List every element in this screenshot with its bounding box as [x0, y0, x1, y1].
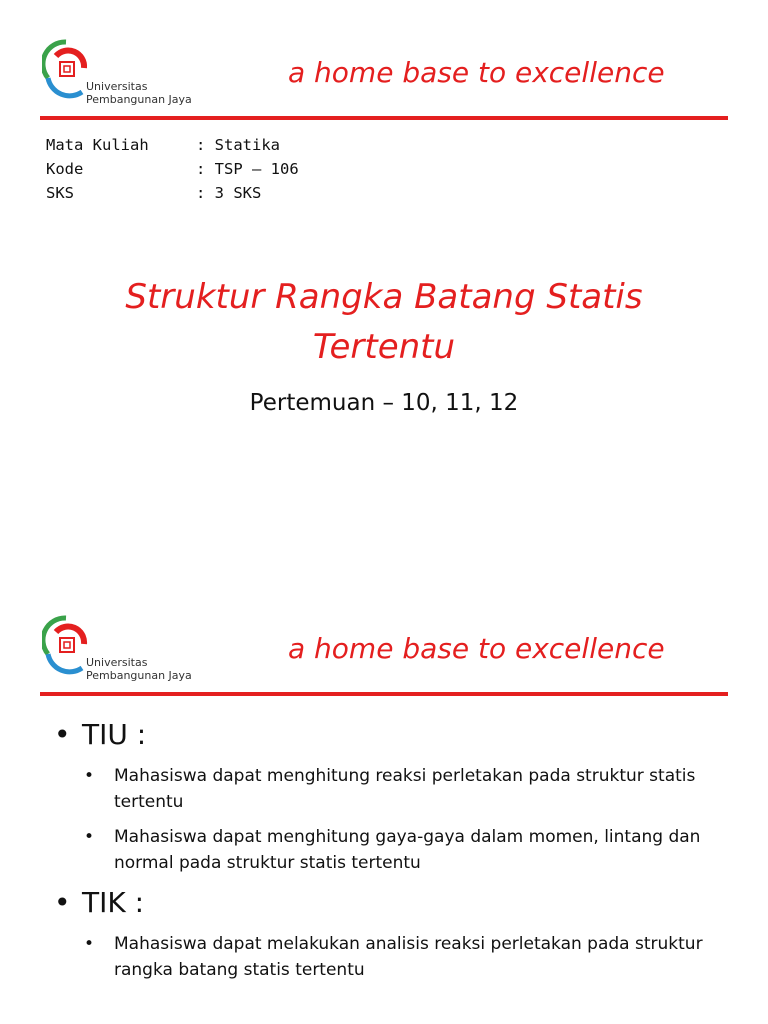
course-info-row — [46, 160, 299, 184]
tik-list — [54, 931, 734, 983]
logo-text-line1: Universitas — [86, 80, 148, 93]
slide-title — [60, 272, 708, 372]
list-item — [54, 931, 734, 983]
header-divider — [40, 692, 728, 696]
bullet-icon: • — [84, 766, 95, 786]
bullet-icon: • — [84, 827, 95, 847]
course-info — [46, 136, 299, 208]
logo-text-line2: Pembangunan Jaya — [86, 669, 192, 682]
logo-emblem-icon — [42, 38, 90, 104]
university-logo — [42, 38, 202, 108]
course-info-row — [46, 136, 299, 160]
tik-label: TIK : — [82, 886, 145, 919]
info-key: SKS — [46, 184, 74, 202]
tiu-label: TIU : — [82, 718, 147, 751]
slide-subtitle: Pertemuan – 10, 11, 12 — [249, 390, 519, 416]
tiu-heading — [54, 718, 734, 751]
info-key: Kode — [46, 160, 84, 178]
bullet-icon: • — [54, 886, 71, 919]
info-value: : Statika — [196, 136, 280, 154]
info-value: : 3 SKS — [196, 184, 262, 202]
university-logo — [42, 614, 202, 684]
objectives-content — [54, 718, 734, 993]
list-item-text: Mahasiswa dapat menghitung gaya-gaya dalam momen, lintang dan normal pada struktur statis tertentu — [114, 827, 701, 873]
title-line-1: Struktur Rangka Batang Statis — [125, 277, 643, 317]
logo-text-line2: Pembangunan Jaya — [86, 93, 192, 106]
info-key: Mata Kuliah — [46, 136, 149, 154]
header-divider — [40, 116, 728, 120]
logo-emblem-icon — [42, 614, 90, 680]
course-info-row — [46, 184, 299, 208]
tagline: a home base to excellence — [288, 632, 665, 665]
info-value: : TSP – 106 — [196, 160, 299, 178]
slide-2 — [0, 576, 768, 1024]
bullet-icon: • — [84, 934, 95, 954]
list-item-text: Mahasiswa dapat menghitung reaksi perletakan pada struktur statis tertentu — [114, 766, 696, 812]
tik-heading — [54, 886, 734, 919]
tiu-list — [54, 763, 734, 876]
list-item — [54, 824, 734, 876]
bullet-icon: • — [54, 718, 71, 751]
title-line-2: Tertentu — [312, 327, 456, 367]
list-item-text: Mahasiswa dapat melakukan analisis reaksi perletakan pada struktur rangka batang statis tertentu — [114, 934, 703, 980]
logo-text-line1: Universitas — [86, 656, 148, 669]
tagline: a home base to excellence — [288, 56, 665, 89]
list-item — [54, 763, 734, 815]
